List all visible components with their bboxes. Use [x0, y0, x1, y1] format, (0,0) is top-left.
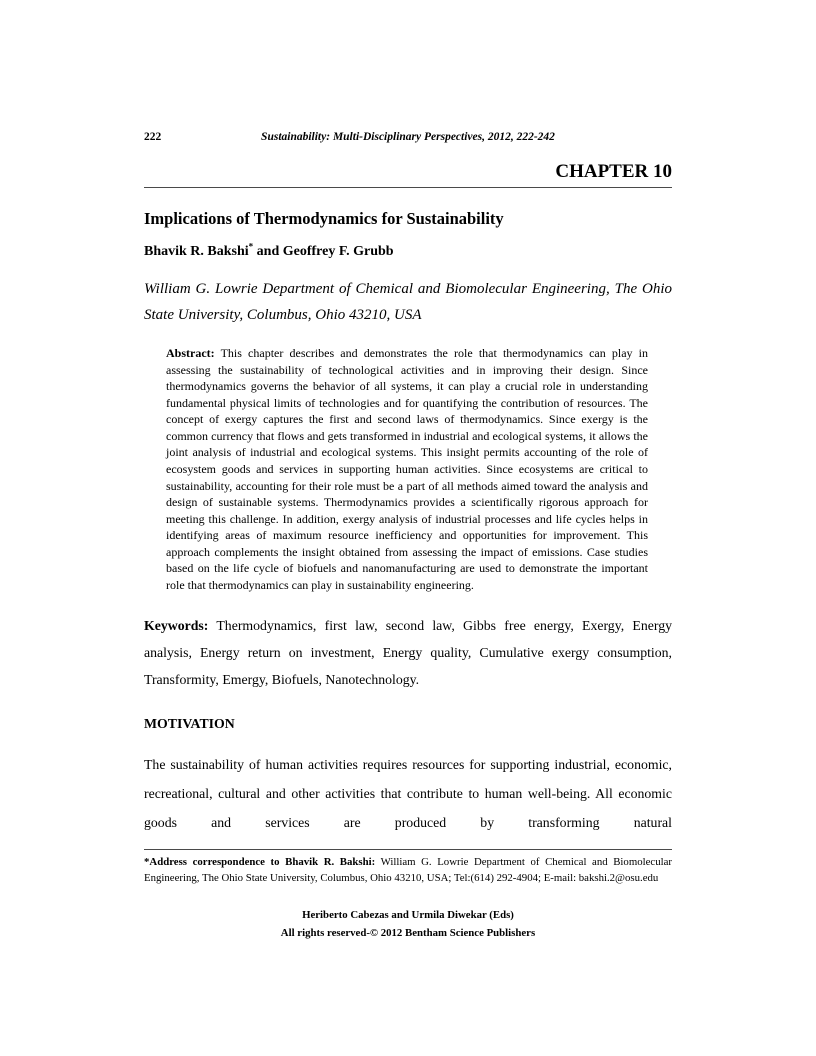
article-title: Implications of Thermodynamics for Sustainability — [144, 208, 504, 228]
affiliation: William G. Lowrie Department of Chemical and Biomolecular Engineering, The Ohio State University, Columbus, Ohio 43210, USA — [144, 280, 672, 323]
footnote-text: William G. Lowrie Department of Chemical and Biomolecular Engineering, The Ohio State University, Columbus, Ohio 43210, USA; Tel:(614) 292-4904; E-mail: bakshi.2@osu.edu — [144, 856, 672, 884]
correspondence-footnote — [144, 849, 672, 886]
page-number: 222 — [144, 131, 162, 143]
authors-line — [144, 240, 672, 260]
section-heading-motivation: MOTIVATION — [144, 716, 235, 732]
keywords-text: Thermodynamics, first law, second law, Gibbs free energy, Exergy, Energy analysis, Energy return on investment, Energy quality, Cumulative exergy consumption, Transformity, Emergy, Biofuels, Nanotechnology. — [144, 618, 672, 687]
chapter-label: CHAPTER 10 — [555, 161, 672, 182]
abstract-label: Abstract: — [166, 346, 215, 361]
abstract-text: This chapter describes and demonstrates the role that thermodynamics can play in assessing the sustainability of technological activities and in improving their design. Since thermodynamics governs the behavior of all systems, it can play a crucial role in understanding fundamental physical limits of technologies and for quantifying the contribution of resources. The concept of exergy captures the first and second laws of thermodynamics. Since exergy is the common currency that flows and gets transformed in industrial and ecological systems, it allows the joint analysis of industrial and ecological systems. This insight permits accounting of the role of ecosystem goods and services in supporting human activities. Since ecosystems are critical to sustainability, accounting for their role must be a part of all methods aimed toward the analysis and design of sustainable systems. Thermodynamics provides a scientifically rigorous approach for meeting this challenge. In addition, exergy analysis of industrial processes and life cycles helps in identifying areas of maximum resource inefficiency and opportunities for improvement. This approach complements the insight obtained from assessing the impact of emissions. Case studies based on the life cycle of biofuels and nanomanufacturing are used to demonstrate the important role that thermodynamics can play in sustainability engineering. — [166, 346, 648, 592]
publisher-footer — [144, 907, 672, 942]
chapter-heading-row — [144, 161, 672, 188]
editors-line: Heriberto Cabezas and Urmila Diwekar (Eds) — [302, 909, 514, 922]
footnote-label: *Address correspondence to Bhavik R. Bakshi: — [144, 856, 376, 869]
motivation-paragraph: The sustainability of human activities requires resources for supporting industrial, economic, recreational, cultural and other activities that contribute to human well-being. All economic goods and services are produced by transforming natural — [144, 757, 672, 831]
page-header — [144, 131, 672, 146]
keywords-block — [144, 613, 672, 693]
keywords-label: Keywords: — [144, 618, 209, 634]
running-title: Sustainability: Multi-Disciplinary Perspectives, 2012, 222-242 — [261, 131, 555, 143]
abstract-block — [166, 345, 648, 593]
author-name-1: Bhavik R. Bakshi — [144, 243, 249, 259]
copyright-line: All rights reserved-© 2012 Bentham Science Publishers — [280, 926, 536, 939]
author-asterisk: * — [248, 240, 254, 251]
author-name-2: and Geoffrey F. Grubb — [253, 243, 394, 259]
